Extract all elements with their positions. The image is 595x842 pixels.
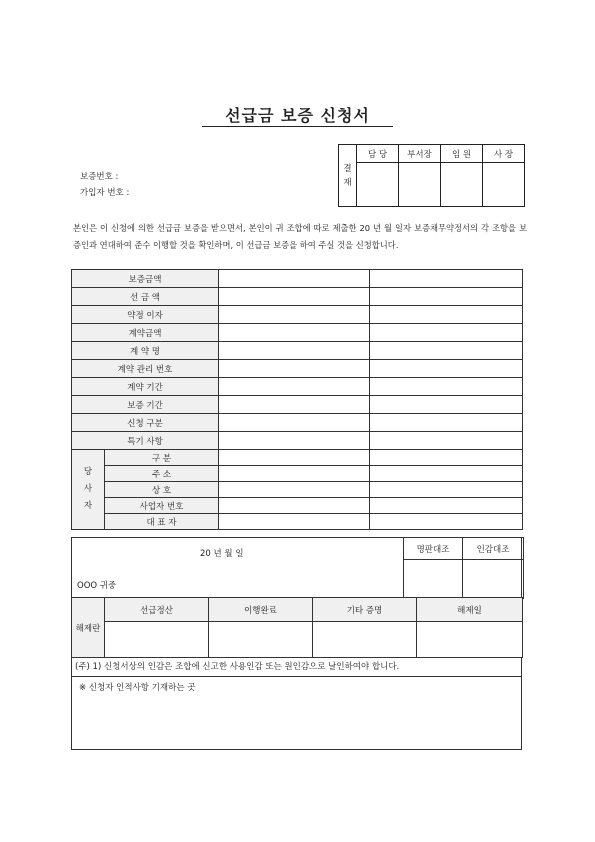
application-type-field-2[interactable]	[370, 414, 523, 432]
release-col-settlement: 선급정산	[105, 598, 209, 622]
advance-amount-field-2[interactable]	[370, 288, 523, 306]
nameplate-check-box[interactable]	[404, 560, 463, 599]
agreed-interest-field[interactable]	[219, 306, 370, 324]
special-notes-field-2[interactable]	[370, 432, 523, 450]
release-settlement-field[interactable]	[105, 622, 209, 658]
bond-amount-field[interactable]	[219, 270, 370, 288]
approval-col-manager: 부서장	[399, 145, 441, 163]
party-label-company: 상 호	[105, 482, 219, 498]
party-company-field-2[interactable]	[370, 482, 523, 498]
release-completion-field[interactable]	[209, 622, 313, 658]
contract-name-field-2[interactable]	[370, 342, 523, 360]
approval-sign-manager[interactable]	[399, 163, 441, 207]
row-label-contract-mgmt-no: 계약 관리 번호	[72, 360, 219, 378]
bond-number-label: 보증번호 :	[80, 172, 119, 182]
approval-col-executive: 임 원	[441, 145, 483, 163]
party-label-address: 주 소	[105, 466, 219, 482]
row-label-application-type: 신청 구분	[72, 414, 219, 432]
release-col-other-proof: 기타 증명	[313, 598, 417, 622]
row-label-bond-amount: 보증금액	[72, 270, 219, 288]
row-label-contract-name: 계 약 명	[72, 342, 219, 360]
applicant-info-note: ※ 신청자 인적사항 기재하는 곳	[79, 683, 196, 693]
party-category-field[interactable]	[219, 450, 370, 466]
contract-amount-field[interactable]	[219, 324, 370, 342]
release-date-field[interactable]	[417, 622, 523, 658]
agreed-interest-field-2[interactable]	[370, 306, 523, 324]
page-title: 선급금 보증 신청서	[225, 106, 370, 125]
date-text: 20 년 월 일	[200, 549, 244, 559]
release-col-completion: 이행완료	[209, 598, 313, 622]
party-business-no-field[interactable]	[219, 498, 370, 514]
contract-period-field-2[interactable]	[370, 378, 523, 396]
release-table	[71, 597, 523, 658]
party-address-field[interactable]	[219, 466, 370, 482]
bond-period-field-2[interactable]	[370, 396, 523, 414]
contract-name-field[interactable]	[219, 342, 370, 360]
release-side-label: 해제란	[72, 598, 105, 658]
row-label-agreed-interest: 약정 이자	[72, 306, 219, 324]
row-label-special-notes: 특기 사항	[72, 432, 219, 450]
release-other-proof-field[interactable]	[313, 622, 417, 658]
party-group-label: 당 사 자	[72, 450, 105, 530]
seal-check-label: 인감대조	[463, 538, 524, 560]
party-representative-field[interactable]	[219, 514, 370, 530]
party-address-field-2[interactable]	[370, 466, 523, 482]
title-underline	[202, 126, 393, 127]
seal-note: (주) 1) 신청서상의 인감은 조합에 신고한 사용인감 또는 원인감으로 날인하여야 합니다.	[71, 657, 522, 677]
bond-period-field[interactable]	[219, 396, 370, 414]
approval-box	[338, 144, 525, 207]
application-table	[71, 269, 523, 530]
applicant-info-area[interactable]	[71, 676, 522, 750]
bond-amount-field-2[interactable]	[370, 270, 523, 288]
seal-check-box[interactable]	[463, 560, 524, 599]
special-notes-field[interactable]	[219, 432, 370, 450]
row-label-advance-amount: 선 금 액	[72, 288, 219, 306]
party-company-field[interactable]	[219, 482, 370, 498]
party-label-business-no: 사업자 번호	[105, 498, 219, 514]
row-label-contract-amount: 계약금액	[72, 324, 219, 342]
party-label-representative: 대 표 자	[105, 514, 219, 530]
contract-mgmt-no-field-2[interactable]	[370, 360, 523, 378]
contract-mgmt-no-field[interactable]	[219, 360, 370, 378]
seal-check-table	[403, 537, 524, 599]
approval-side-label: 결 재	[339, 145, 357, 207]
approval-sign-executive[interactable]	[441, 163, 483, 207]
application-type-field[interactable]	[219, 414, 370, 432]
row-label-bond-period: 보증 기간	[72, 396, 219, 414]
contract-period-field[interactable]	[219, 378, 370, 396]
nameplate-check-label: 명판대조	[404, 538, 463, 560]
party-representative-field-2[interactable]	[370, 514, 523, 530]
intro-paragraph: 본인은 이 신청에 의한 선급금 보증을 받으면서, 본인이 귀 조합에 따로 제출한 20 년 월 일자 보증채무약정서의 각 조항을 보증인과 연대하여 준수 이행할 것을 확인하며, 이 선급금 보증을 하여 주실 것을 신청합니다.	[73, 223, 527, 250]
approval-col-president: 사 장	[483, 145, 525, 163]
approval-col-staff: 담 당	[357, 145, 399, 163]
row-label-contract-period: 계약 기간	[72, 378, 219, 396]
party-business-no-field-2[interactable]	[370, 498, 523, 514]
approval-sign-president[interactable]	[483, 163, 525, 207]
advance-amount-field[interactable]	[219, 288, 370, 306]
contract-amount-field-2[interactable]	[370, 324, 523, 342]
date-section	[71, 537, 522, 598]
party-label-category: 구 분	[105, 450, 219, 466]
recipient-text: OOO 귀중	[77, 581, 117, 591]
release-col-release-date: 해제일	[417, 598, 523, 622]
member-number-label: 가입자 번호 :	[80, 188, 130, 198]
party-category-field-2[interactable]	[370, 450, 523, 466]
approval-sign-staff[interactable]	[357, 163, 399, 207]
